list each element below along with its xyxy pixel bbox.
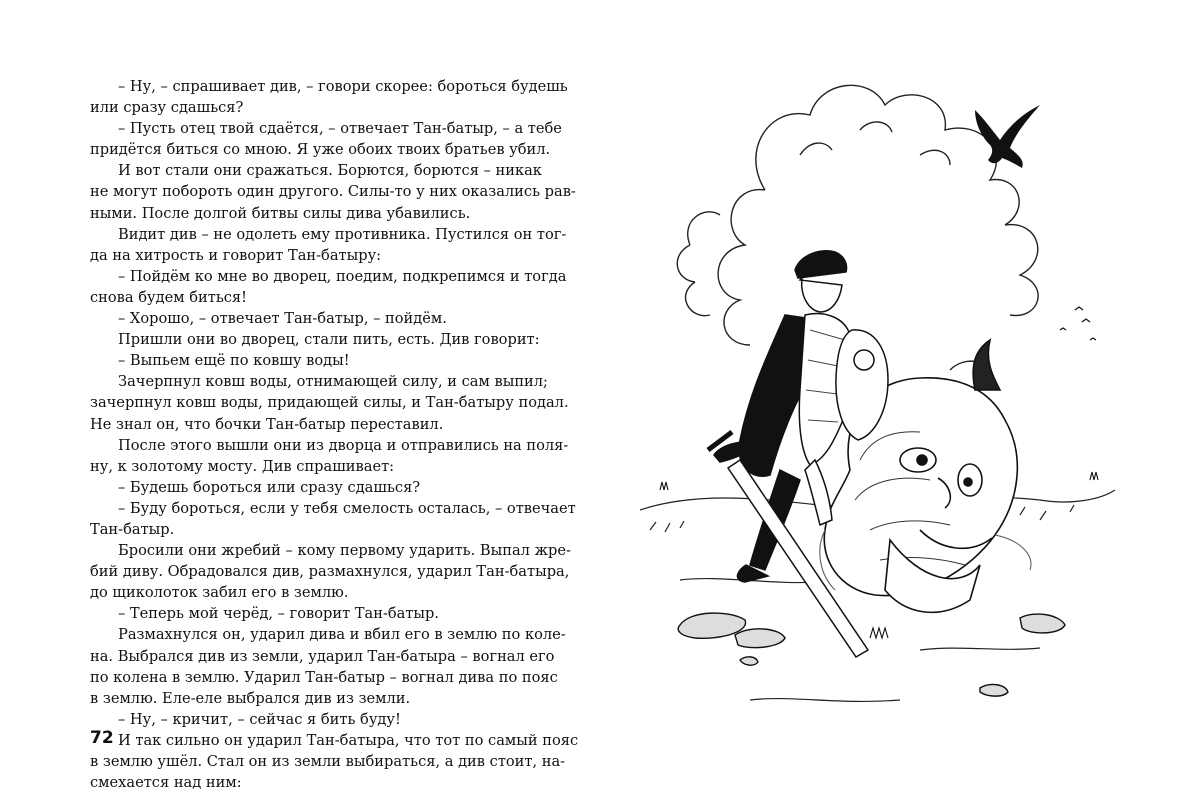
text-line: по колена в землю. Ударил Тан-батыр – вогнал дива по пояс <box>90 668 558 686</box>
text-line: – Хорошо, – отвечает Тан-батыр, – пойдём. <box>118 310 447 328</box>
text-line: – Будешь бороться или сразу сдашься? <box>118 478 421 496</box>
text-line: зачерпнул ковш воды, придающей силы, и Тан-батыру подал. <box>90 394 569 412</box>
text-line: придётся биться со мною. Я уже обоих твоих братьев убил. <box>90 141 551 159</box>
text-line: – Пойдём ко мне во дворец, поедим, подкрепимся и тогда <box>118 267 567 285</box>
text-line: – Ну, – кричит, – сейчас я бить буду! <box>118 710 401 728</box>
text-line: в землю. Еле-еле выбрался див из земли. <box>90 689 411 707</box>
text-line: ными. После долгой битвы силы дива убавились. <box>90 204 471 222</box>
illustration-hero-and-giant <box>620 60 1120 720</box>
stones <box>678 613 1065 696</box>
text-line: – Выпьем ещё по ковшу воды! <box>118 352 350 370</box>
text-line: смехается над ним: <box>90 774 242 792</box>
text-line: – Буду бороться, если у тебя смелость осталась, – отвечает <box>118 499 576 517</box>
text-line: После этого вышли они из дворца и отправились на поля- <box>118 436 569 454</box>
text-line: – Пусть отец твой сдаётся, – отвечает Тан-батыр, – а тебе <box>118 120 562 138</box>
text-line: на. Выбрался див из земли, ударил Тан-батыра – вогнал его <box>90 647 555 665</box>
text-line: ну, к золотому мосту. Див спрашивает: <box>90 457 395 475</box>
text-line: в землю ушёл. Стал он из земли выбираться, а див стоит, на- <box>90 753 566 770</box>
distant-birds <box>1060 307 1096 340</box>
text-line: да на хитрость и говорит Тан-батыру: <box>90 246 382 264</box>
page-number: 72 <box>90 728 114 748</box>
text-line: Размахнулся он, ударил дива и вбил его в землю по коле- <box>118 626 566 644</box>
story-text-column <box>90 76 579 793</box>
crow-icon <box>975 105 1040 168</box>
text-line: бий диву. Обрадовался див, размахнулся, ударил Тан-батыра, <box>90 563 570 581</box>
text-line: Бросили они жребий – кому первому ударить. Выпал жре- <box>118 542 571 560</box>
text-line: – Теперь мой черёд, – говорит Тан-батыр. <box>118 605 440 623</box>
text-line: И так сильно он ударил Тан-батыра, что тот по самый пояс <box>118 731 579 749</box>
text-line: Пришли они во дворец, стали пить, есть. Див говорит: <box>118 331 540 349</box>
text-line: до щиколоток забил его в землю. <box>90 584 349 602</box>
text-line: или сразу сдашься? <box>90 99 244 117</box>
text-line: – Ну, – спрашивает див, – говори скорее: бороться будешь <box>118 78 568 95</box>
text-line: снова будем биться! <box>90 288 248 306</box>
text-line: Видит див – не одолеть ему противника. Пустился он тог- <box>118 225 567 243</box>
text-line: И вот стали они сражаться. Борются, борются – никак <box>118 162 542 180</box>
text-line: Зачерпнул ковш воды, отнимающей силу, и сам выпил; <box>118 373 548 391</box>
text-line: не могут побороть один другого. Силы-то у них оказались рав- <box>90 183 576 201</box>
text-line: Тан-батыр. <box>90 520 175 538</box>
text-line: Не знал он, что бочки Тан-батыр переставил. <box>90 415 444 433</box>
